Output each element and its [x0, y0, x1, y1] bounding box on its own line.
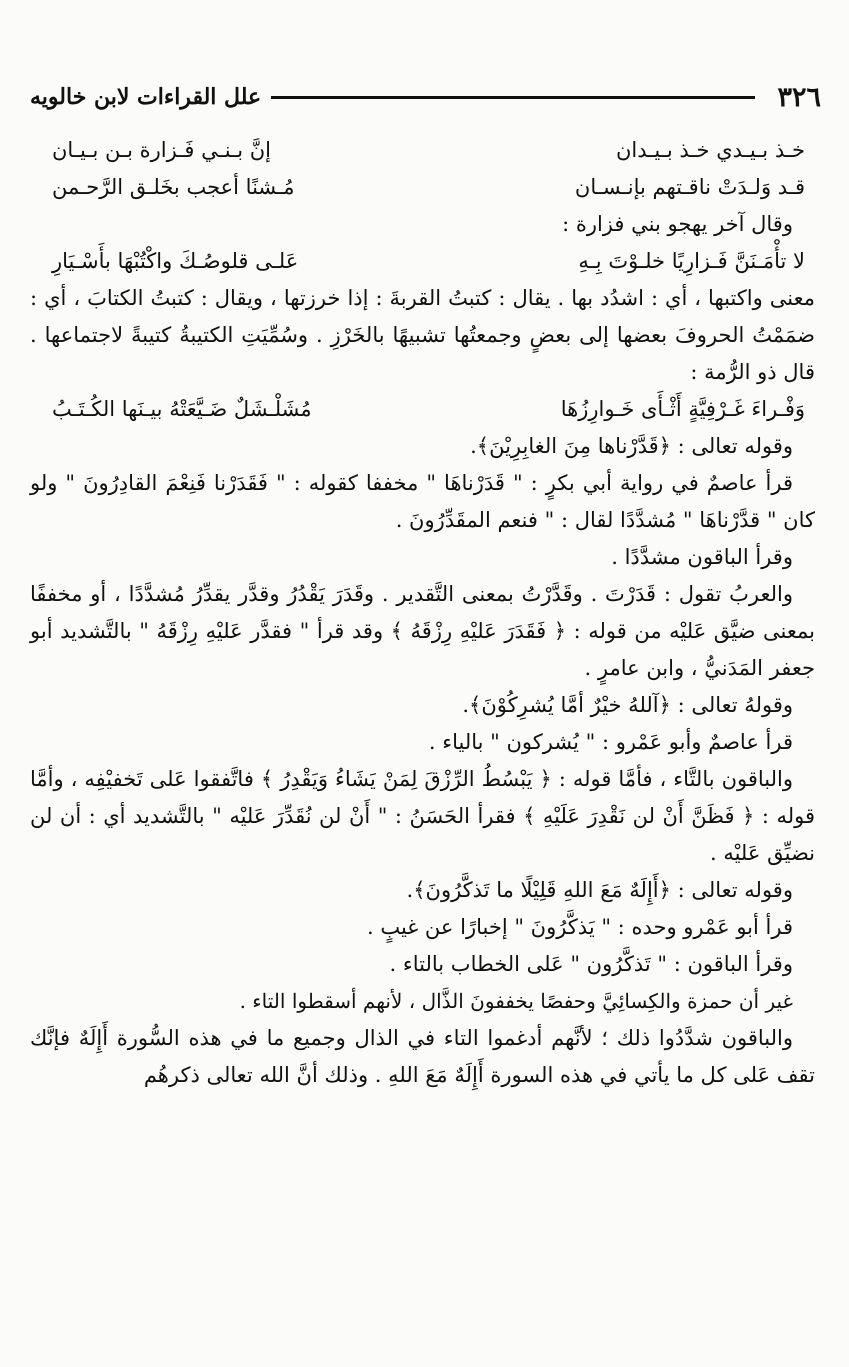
- verse-second-hemistich: مُشَلْـشَلٌ ضَـيَّعَتْهُ بيـنَها الكُـتَـبُ: [52, 397, 312, 421]
- body-paragraph: وقولهُ تعالى : ﴿آللهُ خيْرٌ أمَّا يُشرِكُوْنَ﴾.: [462, 693, 793, 717]
- page-body: [30, 132, 815, 1094]
- header-rule: [271, 96, 755, 99]
- body-paragraph: قرأ عاصمٌ في رواية أبي بكرٍ : " قَدَرْناهَا " مخففا كقوله : " فَقَدَرْنا فَنِعْمَ القادِرُونَ " ولو كان " قدَّرْناهَا " مُشدَّدًا لقال : " فنعم المقَدِّرُونَ .: [30, 471, 815, 532]
- body-paragraph: قرأ عاصمٌ وأبو عَمْرو : " يُشركون " بالياء .: [428, 730, 793, 754]
- body-paragraph: والباقون بالتَّاء ، فأمَّا قوله : ﴿ يَبْسُطُ الرِّزْقَ لِمَنْ يَشَاءُ وَيَقْدِرُ ﴾ فاتَّفقوا عَلى تَخفيْفِه ، وأمَّا قوله : ﴿ فَظَنَّ أَنْ لن نَقْدِرَ عَلَيْهِ ﴾ فقرأ الحَسَنُ : " أَنْ لن نُقَدِّرَ عَليْه " بالتَّشديد أي : أن لن نضيِّق عَليْه .: [30, 767, 815, 865]
- verse-line: [30, 391, 815, 428]
- body-paragraph: والعربُ تقول : قَدَرْتَ . وقَدَّرْتُ بمعنى التَّقدير . وقَدَرَ يَقْدُرُ وقدَّر يقدِّرُ مُشدَّدًا ، أو مخففًا بمعنى ضيَّق عَليْه من قوله : ﴿ فَقَدَرَ عَليْهِ رِزْقَهُ ﴾ وقد قرأ " فقدَّر عَليْهِ رِزْقَهُ " بالتَّشديد أبو جعفر المَدَنيُّ ، وابن عامرٍ .: [30, 582, 815, 680]
- running-header: [30, 80, 821, 114]
- verse-first-hemistich: لا تأْمَـنَنَّ فَـزارِيًا خلـوْتَ بِـهِ: [578, 249, 805, 273]
- verse-first-hemistich: خـذ بـيـدي خـذ بـيـدان: [615, 138, 805, 162]
- body-paragraph: وقرأ الباقون : " تَذكَّرُون " عَلى الخطاب بالتاء .: [389, 952, 793, 976]
- verse-line: [30, 169, 815, 206]
- book-title: علل القراءات لابن خالويه: [30, 84, 262, 110]
- verse-line: [30, 243, 815, 280]
- body-paragraph: معنى واكتبها ، أي : اشدُد بها . يقال : كتبتُ القربةَ : إذا خرزتها ، ويقال : كتبتُ الكتابَ ، أي : ضمَمْتُ الحروفَ بعضها إلى بعضٍ وجمعتُها تشبيهًا بالخَرْزِ . وسُمِّيَتِ الكتيبةُ كتيبةً لاجتماعها . قال ذو الرُّمة :: [30, 286, 815, 384]
- verse-second-hemistich: إنَّ بـنـي فَـزارة بـن بـيـان: [52, 138, 271, 162]
- verse-second-hemistich: مُـشنًا أعجب بخَلـق الرَّحـمن: [52, 175, 295, 199]
- verse-first-hemistich: قـد وَلـدَتْ ناقـتهم بإنـسـان: [574, 175, 805, 199]
- verse-line: [30, 132, 815, 169]
- body-paragraph: غير أن حمزة والكِسائِيَّ وحفصًا يخففونَ الذَّال ، لأنهم أسقطوا التاء .: [239, 989, 793, 1013]
- verse-first-hemistich: وَفْـراءَ غَـرْفِيَّةٍ أَثْـأَى خَـوارِزُهَا: [560, 397, 805, 421]
- body-paragraph: وقوله تعالى : ﴿أَإِلَهٌ مَعَ اللهِ قَلِيْلًا ما تَذكَّرُونَ﴾.: [406, 878, 793, 902]
- verse-second-hemistich: عَلـى قلوصُـكَ واكْتُبْهَا بأَسْـيَارِ: [52, 249, 299, 273]
- body-paragraph: وقال آخر يهجو بني فزارة :: [562, 212, 793, 236]
- body-paragraph: وقرأ الباقون مشدَّدًا .: [611, 545, 793, 569]
- body-paragraph: قرأ أبو عَمْرو وحده : " يَذكَّرُونَ " إخبارًا عن غيبٍ .: [366, 915, 793, 939]
- body-paragraph: والباقون شدَّدُوا ذلك ؛ لأنَّهم أدغموا التاء في الذال وجميع ما في هذه السُّورة أَإِلَهٌ فإنَّك تقف عَلى كل ما يأتي في هذه السورة أَإِلَهٌ مَعَ اللهِ . وذلك أنَّ الله تعالى ذكرهُم: [30, 1026, 815, 1087]
- page-number: ٣٢٦: [777, 81, 821, 113]
- body-paragraph: وقوله تعالى : ﴿قَدَّرْناها مِنَ الغابِرِيْنَ﴾.: [470, 434, 793, 458]
